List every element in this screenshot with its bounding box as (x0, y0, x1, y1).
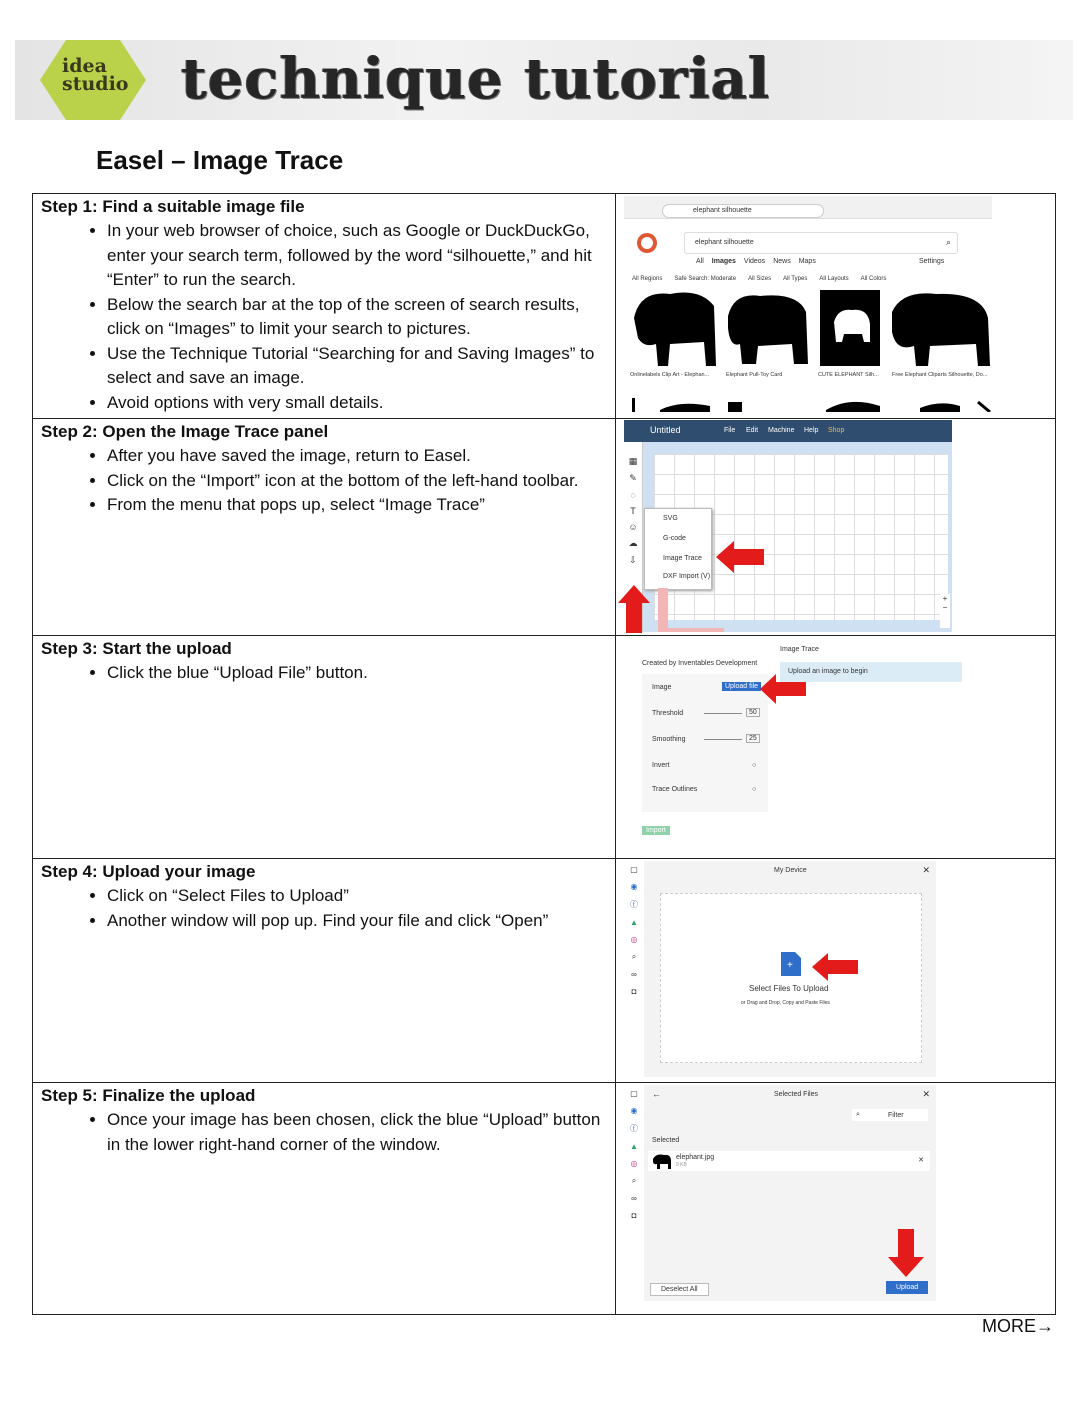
filter-colors[interactable]: All Colors (860, 276, 887, 282)
image-trace-screenshot (638, 642, 980, 854)
step-row-2 (33, 419, 1056, 636)
import-button[interactable]: Import (642, 826, 670, 835)
step-heading: Step 4: Upload your image (41, 862, 256, 881)
result-captions (630, 372, 992, 378)
row-invert: Invert (652, 762, 670, 769)
device-icon[interactable]: ▢ (630, 1089, 638, 1098)
easel-menubar (624, 420, 952, 442)
filter-input[interactable] (852, 1109, 928, 1121)
shapes-icon[interactable]: ▦ (628, 456, 638, 466)
drive-icon[interactable]: ▲ (630, 1142, 638, 1151)
camera-icon[interactable]: ◘ (631, 987, 637, 996)
step-heading: Step 2: Open the Image Trace panel (41, 422, 329, 441)
step-bullets (41, 444, 607, 518)
red-arrow-up-icon (618, 585, 650, 633)
settings-link[interactable]: Settings (919, 258, 945, 265)
search-icon[interactable]: ⌕ (631, 1176, 637, 1185)
instagram-icon[interactable]: ◎ (630, 935, 638, 944)
brand-line-1: idea (62, 55, 107, 77)
device-icon[interactable]: ▢ (630, 865, 638, 874)
dropbox-icon[interactable]: ◉ (630, 1106, 638, 1115)
selected-group-label: Selected (652, 1137, 680, 1144)
step-bullet: • Below the search bar at the top of the screen of search results, click on “Images” to limit your search to pictures. (107, 293, 607, 342)
idea-studio-logo-text (62, 57, 128, 93)
drop-zone[interactable] (660, 893, 922, 1063)
svg-text:+: + (787, 960, 793, 971)
step-bullet: • From the menu that pops up, select “Image Trace” (107, 493, 607, 518)
tab-images[interactable]: Images (711, 258, 736, 265)
search-text: elephant silhouette (693, 207, 752, 214)
step-bullets (41, 1108, 607, 1157)
zoom-controls[interactable]: + − (940, 594, 950, 628)
filter-safe-search[interactable]: Safe Search: Moderate (674, 276, 737, 282)
filter-placeholder: Filter (888, 1112, 904, 1119)
browser-screenshot (624, 196, 992, 412)
facebook-icon[interactable]: ⓕ (630, 900, 638, 909)
filter-regions[interactable]: All Regions (632, 276, 663, 282)
step-heading: Step 3: Start the upload (41, 639, 232, 658)
elephant-result-3[interactable] (820, 290, 880, 366)
step-image-3 (616, 636, 1056, 859)
step-image-5 (616, 1083, 1056, 1315)
drop-hint: Upload an image to begin (788, 668, 868, 675)
duckduckgo-logo-icon (636, 232, 658, 254)
text-icon[interactable]: T (630, 506, 636, 516)
step-image-1 (616, 194, 1056, 419)
menu-help[interactable]: Help (804, 427, 819, 434)
red-arrow-left-icon (760, 674, 808, 704)
threshold-slider[interactable] (704, 713, 742, 714)
step-heading: Step 5: Finalize the upload (41, 1086, 256, 1105)
import-dxf[interactable]: DXF Import (V) (663, 573, 711, 580)
step-text-4 (33, 859, 616, 1083)
step-bullet: • Another window will pop up. Find your file and click “Open” (107, 909, 607, 934)
row-threshold: Threshold (652, 710, 684, 717)
menu-machine[interactable]: Machine (768, 427, 795, 434)
caption-2[interactable]: Elephant Pull-Toy Card (726, 372, 783, 378)
elephant-result-4[interactable] (892, 293, 990, 366)
caption-4[interactable]: Free Elephant Cliparts Silhouette, Do... (892, 372, 988, 378)
camera-icon[interactable]: ◘ (631, 1211, 637, 1220)
step-heading: Step 1: Find a suitable image file (41, 197, 305, 216)
caption-1[interactable]: Onlinelabels Clip Art - Elephan... (630, 372, 710, 378)
caption-3[interactable]: CUTE ELEPHANT Silh... (818, 372, 879, 378)
source-sidebar (624, 1085, 644, 1301)
step-bullet: • Click the blue “Upload File” button. (107, 661, 607, 686)
import-image-trace[interactable]: Image Trace (663, 555, 702, 562)
drag-drop-hint: or Drag and Drop, Copy and Paste Files (741, 1000, 830, 1006)
more-results-row (630, 396, 992, 412)
step-image-4 (616, 859, 1056, 1083)
step-bullet: • Avoid options with very small details. (107, 391, 607, 416)
step-bullet: • After you have saved the image, return to Easel. (107, 444, 607, 469)
filter-layouts[interactable]: All Layouts (819, 276, 849, 282)
step-bullets (41, 884, 607, 933)
document-title: Easel – Image Trace (96, 145, 344, 175)
upload-file-button[interactable]: Upload file (722, 682, 761, 691)
step-row-3 (33, 636, 1056, 859)
credit-text: Created by Inventables Development (642, 660, 758, 667)
more-link[interactable]: MORE→ (982, 1316, 1054, 1336)
picker-title: My Device (774, 867, 807, 874)
drive-icon[interactable]: ▲ (630, 918, 638, 927)
dropbox-icon[interactable]: ◉ (630, 882, 638, 891)
step-text-5 (33, 1083, 616, 1315)
tab-videos[interactable]: Videos (743, 258, 766, 265)
search-icon: ⌕ (856, 1111, 860, 1118)
project-title[interactable]: Untitled (650, 425, 681, 435)
elephant-result-1[interactable] (634, 293, 716, 367)
link-icon[interactable]: ∞ (631, 1194, 637, 1203)
link-icon[interactable]: ∞ (631, 970, 637, 979)
step-bullets (41, 661, 607, 686)
ddg-search-bar[interactable] (684, 232, 958, 254)
settings-panel (642, 674, 768, 812)
brand-line-2: studio (62, 73, 129, 95)
image-results (630, 288, 992, 370)
pen-icon[interactable]: ✎ (629, 473, 637, 483)
step-text-2 (33, 419, 616, 636)
trace-outlines-toggle[interactable]: ○ (752, 786, 757, 793)
step-bullet: • Click on “Select Files to Upload” (107, 884, 607, 909)
easel-screenshot (624, 420, 952, 632)
filter-bar (632, 276, 886, 282)
ddg-search-text: elephant silhouette (695, 239, 754, 246)
facebook-icon[interactable]: ⓕ (630, 1124, 638, 1133)
smoothing-slider[interactable] (704, 739, 742, 740)
step-row-1 (33, 194, 1056, 419)
steps-table (32, 193, 1056, 1315)
smoothing-value[interactable]: 25 (746, 734, 760, 743)
back-arrow-icon[interactable]: ← (652, 1089, 661, 1099)
upload-button[interactable]: Upload (886, 1281, 928, 1294)
banner (15, 40, 1073, 120)
import-menu (644, 508, 712, 590)
invert-toggle[interactable]: ○ (752, 762, 757, 769)
source-sidebar (624, 861, 644, 1077)
step-bullet: • Click on the “Import” icon at the bottom of the left-hand toolbar. (107, 469, 607, 494)
row-trace-outlines: Trace Outlines (652, 786, 698, 793)
threshold-value[interactable]: 50 (746, 708, 760, 717)
select-files-link[interactable]: Select Files To Upload (749, 984, 829, 993)
step-row-4 (33, 859, 1056, 1083)
step-bullets (41, 219, 607, 415)
cloud-icon[interactable]: ☁ (628, 538, 638, 548)
design-icon[interactable]: ◌ (630, 490, 636, 500)
panel-title: Image Trace (780, 646, 819, 653)
search-icon[interactable]: ⌕ (945, 237, 951, 247)
file-name: elephant.jpg (676, 1154, 715, 1161)
menu-edit[interactable]: Edit (746, 427, 759, 434)
elephant-result-2[interactable] (728, 295, 808, 364)
filter-sizes[interactable]: All Sizes (748, 276, 772, 282)
selected-title: Selected Files (774, 1091, 818, 1098)
banner-title: technique tutorial (181, 46, 771, 112)
step-image-2 (616, 419, 1056, 636)
filter-types[interactable]: All Types (783, 276, 808, 282)
tab-all[interactable]: All (696, 258, 704, 265)
step-bullet: • Once your image has been chosen, click the blue “Upload” button in the lower right-hand corner of the window. (107, 1108, 607, 1157)
tab-maps[interactable]: Maps (798, 258, 816, 265)
import-icon[interactable]: ⇩ (629, 555, 637, 565)
import-svg[interactable]: SVG (663, 515, 678, 522)
tab-news[interactable]: News (773, 258, 791, 265)
step-bullet: • Use the Technique Tutorial “Searching for and Saving Images” to select and save an image. (107, 342, 607, 391)
step-row-5 (33, 1083, 1056, 1315)
search-icon[interactable]: ⌕ (631, 952, 637, 961)
red-arrow-left-icon (812, 953, 860, 981)
file-size: 9 KB (676, 1162, 687, 1168)
deselect-all-button[interactable]: Deselect All (650, 1283, 709, 1296)
step-text-1 (33, 194, 616, 419)
file-row[interactable] (648, 1151, 930, 1171)
step-bullet: • In your web browser of choice, such as Google or DuckDuckGo, enter your search term, followed by the word “silhouette,” and hit “Enter” to run the search. (107, 219, 607, 293)
red-arrow-down-icon (888, 1229, 924, 1277)
file-picker-screenshot (624, 861, 936, 1077)
origin-marker (658, 588, 724, 632)
search-input[interactable] (662, 204, 824, 218)
elephant-thumbnail-icon (652, 1153, 672, 1169)
file-add-icon[interactable] (781, 952, 801, 976)
menu-file[interactable]: File (724, 427, 736, 434)
import-gcode[interactable]: G-code (663, 535, 686, 542)
close-icon[interactable]: ✕ (922, 865, 930, 875)
close-icon[interactable]: ✕ (922, 1089, 930, 1099)
row-image: Image (652, 684, 672, 691)
menu-shop[interactable]: Shop (828, 427, 845, 434)
remove-file-icon[interactable]: ✕ (918, 1157, 924, 1164)
row-smoothing: Smoothing (652, 736, 686, 743)
instagram-icon[interactable]: ◎ (630, 1159, 638, 1168)
step-text-3 (33, 636, 616, 859)
apps-icon[interactable]: ☺ (628, 522, 638, 532)
result-tabs (696, 258, 816, 265)
red-arrow-left-icon (716, 541, 766, 573)
